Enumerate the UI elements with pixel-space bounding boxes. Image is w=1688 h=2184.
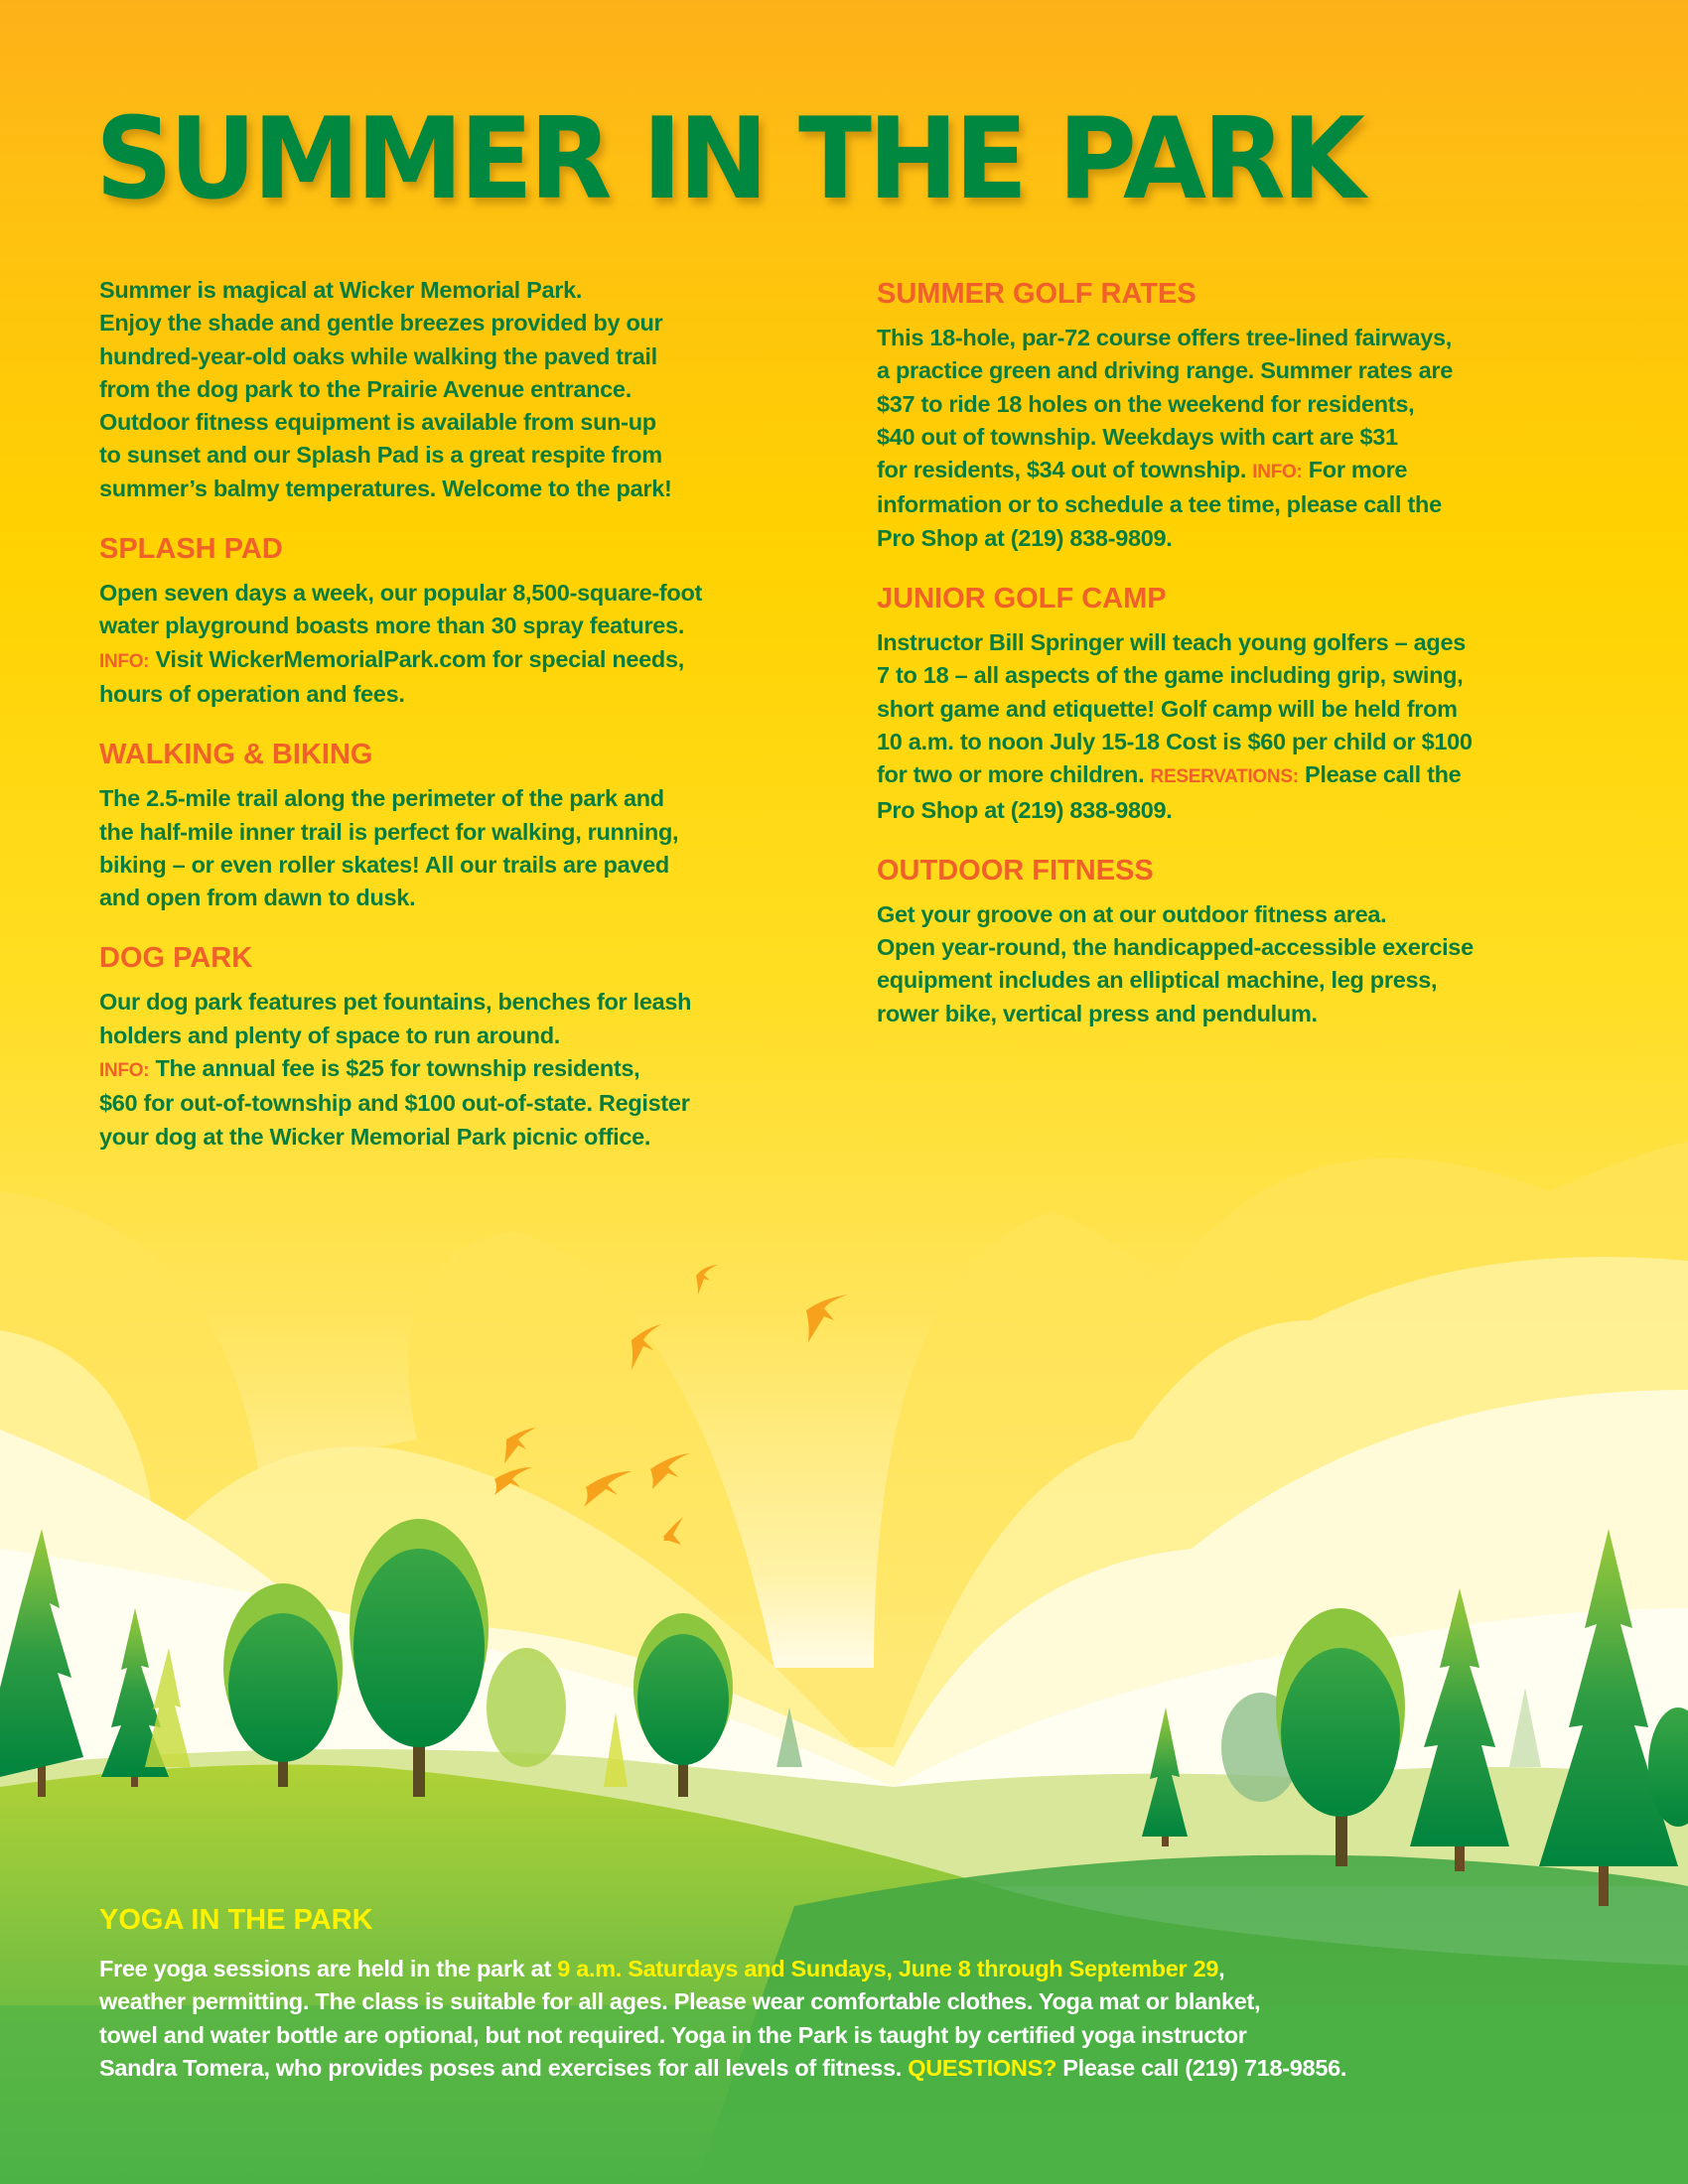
schedule-highlight: 9 a.m. Saturdays and Sundays, June 8 through September 29 [557, 1956, 1219, 1981]
body-line: $40 out of township. Weekdays with cart are $31 [877, 423, 1398, 450]
intro-line: to sunset and our Splash Pad is a great respite from [99, 442, 662, 469]
body-line: your dog at the Wicker Memorial Park picnic office. [99, 1123, 651, 1150]
reservations-tag: RESERVATIONS: [1150, 766, 1299, 788]
intro-paragraph [99, 274, 834, 505]
intro-line: hundred-year-old oaks while walking the paved trail [99, 342, 657, 369]
left-column [99, 274, 834, 1154]
body-line: information or to schedule a tee time, please call the [877, 491, 1442, 518]
right-column [877, 280, 1612, 1030]
section-outdoor-fitness [877, 854, 1612, 1030]
intro-line: summer’s balmy temperatures. Welcome to the park! [99, 475, 672, 501]
body-line: Instructor Bill Springer will teach young golfers – ages [877, 629, 1467, 656]
body-text: , [1218, 1956, 1225, 1981]
body-line: Pro Shop at (219) 838-9809. [877, 796, 1173, 823]
intro-line: Summer is magical at Wicker Memorial Park. [99, 277, 583, 303]
body-line: Pro Shop at (219) 838-9809. [877, 524, 1173, 551]
body-line: water playground boasts more than 30 spray features. [99, 613, 685, 639]
section-heading: SPLASH PAD [99, 533, 283, 566]
body-line: 7 to 18 – all aspects of the game including grip, swing, [877, 662, 1464, 689]
info-text: Please call the [1298, 761, 1462, 788]
info-tag: INFO: [99, 650, 150, 672]
body-line: Our dog park features pet fountains, benches for leash [99, 989, 692, 1016]
body-line [99, 2052, 1609, 2085]
intro-line: Outdoor fitness equipment is available from sun-up [99, 409, 656, 436]
section-body [877, 898, 1612, 1030]
body-line: biking – or even roller skates! All our trails are paved [99, 851, 669, 878]
body-text: Free yoga sessions are held in the park at [99, 1956, 558, 1981]
body-line: Get your groove on at our outdoor fitness area. [877, 900, 1387, 927]
section-splash-pad [99, 535, 834, 711]
questions-tag: QUESTIONS? [908, 2054, 1056, 2081]
section-heading: SUMMER GOLF RATES [877, 278, 1196, 310]
body-line: short game and etiquette! Golf camp will be held from [877, 695, 1458, 722]
section-heading: JUNIOR GOLF CAMP [877, 583, 1167, 615]
intro-line: from the dog park to the Prairie Avenue entrance. [99, 375, 632, 402]
body-line: holders and plenty of space to run around. [99, 1022, 560, 1048]
body-text: for two or more children. [877, 761, 1151, 788]
body-line: $37 to ride 18 holes on the weekend for residents, [877, 390, 1415, 417]
body-line: This 18-hole, par-72 course offers tree-lined fairways, [877, 325, 1453, 350]
body-line [877, 758, 1612, 793]
page-title: SUMMER IN THE PARK [95, 93, 1362, 224]
body-line: Open seven days a week, our popular 8,500-square-foot [99, 580, 703, 607]
section-body [99, 577, 834, 711]
section-heading: OUTDOOR FITNESS [877, 854, 1154, 887]
info-text: The annual fee is $25 for township residents, [149, 1055, 640, 1082]
section-heading: YOGA IN THE PARK [99, 1904, 373, 1936]
body-line: $60 for out-of-township and $100 out-of-state. Register [99, 1090, 690, 1117]
section-body [99, 1953, 1609, 2085]
body-line [99, 643, 834, 678]
section-body [99, 986, 834, 1153]
body-line: Open year-round, the handicapped-accessible exercise [877, 934, 1474, 961]
section-dog-park [99, 944, 834, 1153]
section-junior-golf-camp [877, 585, 1612, 827]
body-line [877, 454, 1612, 488]
body-text: for residents, $34 out of township. [877, 457, 1253, 483]
section-heading: DOG PARK [99, 942, 253, 975]
body-line: rower bike, vertical press and pendulum. [877, 1000, 1318, 1026]
info-tag: INFO: [1252, 462, 1303, 483]
body-line [99, 1052, 834, 1087]
section-body [99, 782, 834, 914]
section-summer-golf-rates [877, 280, 1612, 555]
body-line: 10 a.m. to noon July 15-18 Cost is $60 per child or $100 [877, 728, 1473, 754]
section-heading: WALKING & BIKING [99, 739, 373, 771]
body-line: towel and water bottle are optional, but not required. Yoga in the Park is taught by certified yoga instructor [99, 2021, 1247, 2048]
body-line: weather permitting. The class is suitable for all ages. Please wear comfortable clothes. Yoga mat or blanket, [99, 1988, 1261, 2015]
body-line [99, 1953, 1609, 1985]
info-text: For more [1302, 457, 1408, 483]
body-line: the half-mile inner trail is perfect for walking, running, [99, 818, 679, 845]
body-line: The 2.5-mile trail along the perimeter of the park and [99, 785, 664, 812]
intro-line: Enjoy the shade and gentle breezes provided by our [99, 310, 663, 337]
body-line: a practice green and driving range. Summer rates are [877, 357, 1453, 384]
contact-text: Please call (219) 718-9856. [1056, 2054, 1347, 2081]
section-yoga-in-the-park [99, 1906, 1609, 2085]
section-body [877, 626, 1612, 827]
info-tag: INFO: [99, 1060, 150, 1082]
section-body [877, 322, 1612, 555]
body-text: Sandra Tomera, who provides poses and exercises for all levels of fitness. [99, 2054, 909, 2081]
body-line: equipment includes an elliptical machine, leg press, [877, 967, 1438, 994]
section-walking-biking [99, 741, 834, 914]
body-line: hours of operation and fees. [99, 680, 405, 707]
body-line: and open from dawn to dusk. [99, 885, 416, 911]
info-text: Visit WickerMemorialPark.com for special needs, [149, 645, 684, 672]
